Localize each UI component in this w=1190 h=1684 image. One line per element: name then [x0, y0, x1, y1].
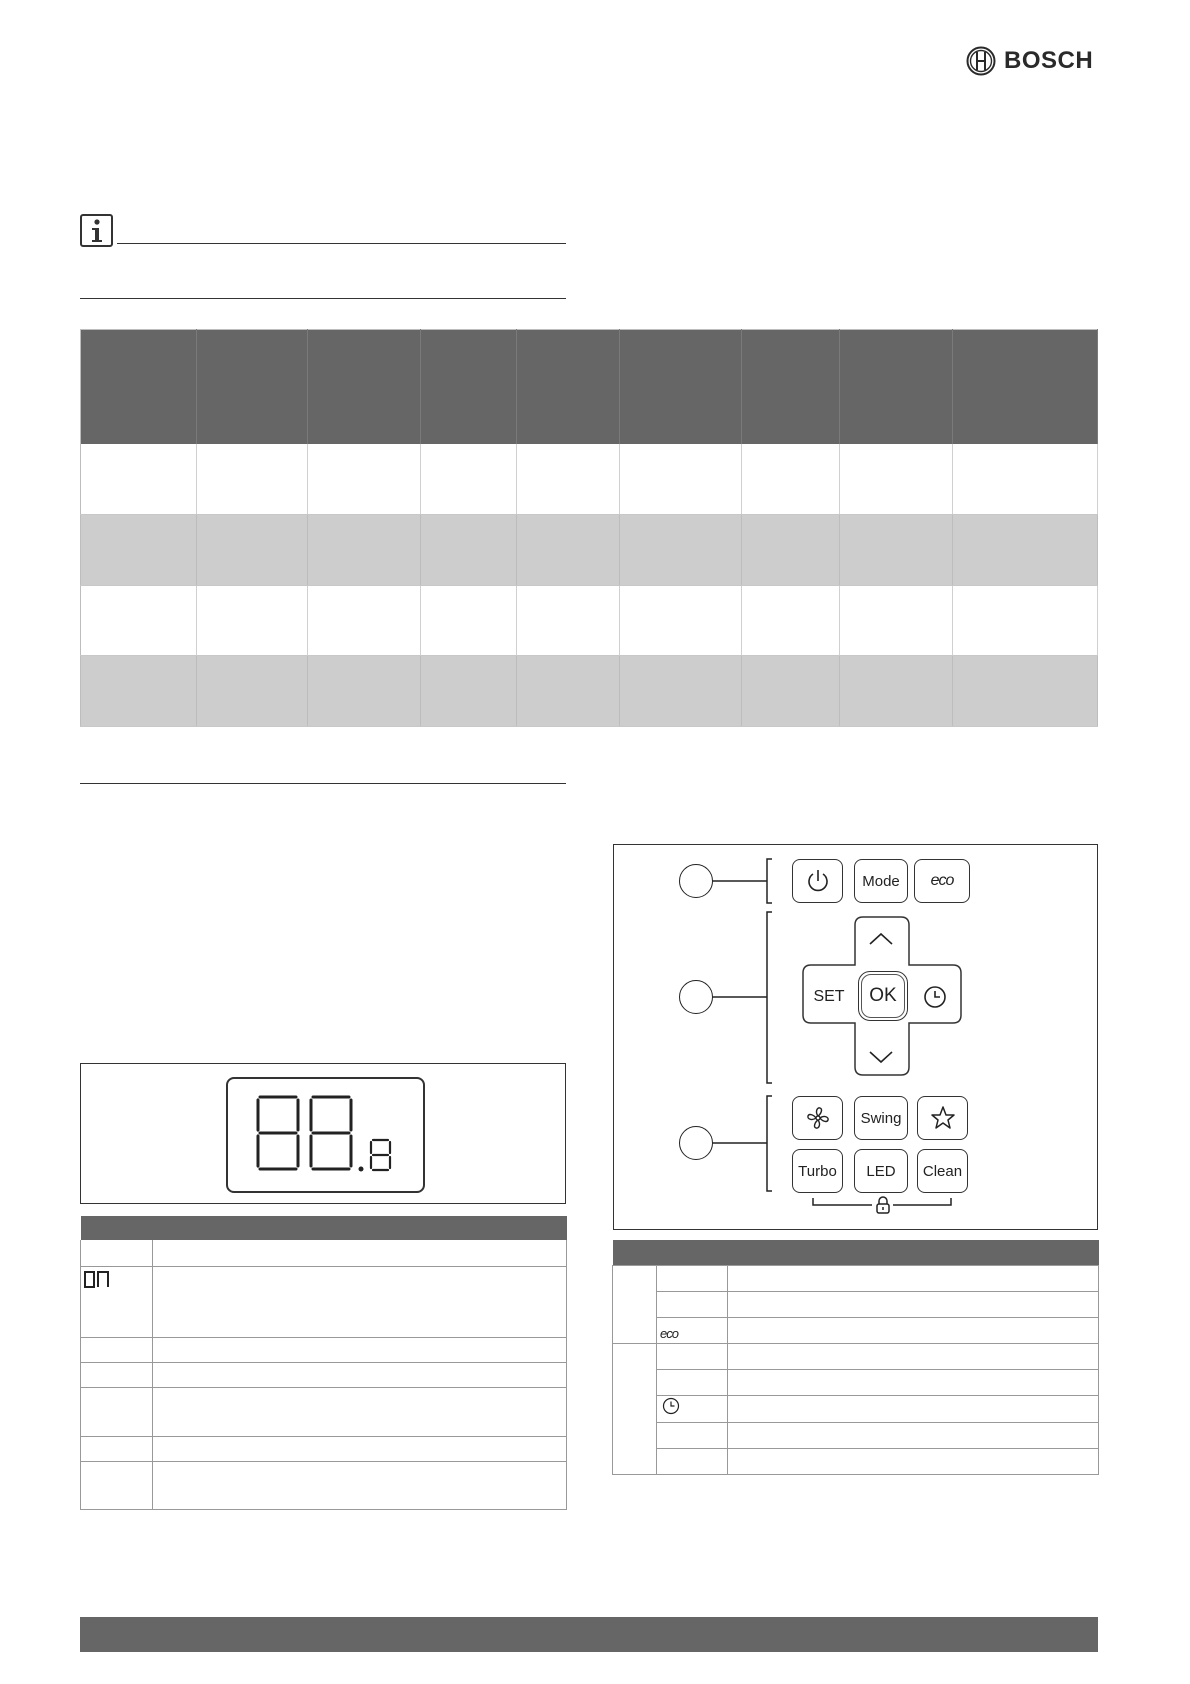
panel-legend-table	[612, 1240, 1099, 1475]
table-row	[81, 1436, 567, 1461]
clean-button[interactable]	[917, 1149, 968, 1193]
header-cell	[197, 330, 308, 444]
timer-button[interactable]	[910, 975, 960, 1019]
down-button[interactable]	[859, 1037, 903, 1077]
header-cell	[308, 330, 421, 444]
seven-segment-readout	[228, 1079, 423, 1191]
header-cell	[840, 330, 953, 444]
table-row	[81, 1362, 567, 1387]
table-row	[613, 1395, 1099, 1422]
section-rule	[80, 298, 566, 299]
chevron-up-icon	[868, 932, 894, 946]
callout-1	[679, 864, 713, 898]
table-row	[81, 656, 1098, 727]
header-cell	[953, 330, 1098, 444]
table-row	[81, 514, 1098, 585]
header-cell	[517, 330, 620, 444]
header-cell	[81, 330, 197, 444]
child-lock-icon	[873, 1195, 893, 1215]
legend-header	[81, 1216, 567, 1240]
control-panel-figure	[613, 844, 1098, 1230]
mode-button[interactable]	[854, 859, 908, 903]
eco-symbol-icon: eco	[660, 1325, 678, 1341]
display-figure	[80, 1063, 566, 1204]
table-row	[81, 1240, 567, 1266]
on-symbol-icon	[84, 1271, 110, 1289]
star-icon	[930, 1105, 956, 1131]
table-row	[613, 1343, 1099, 1369]
table-row	[613, 1369, 1099, 1395]
led-label: LED	[866, 1162, 896, 1180]
eco-icon: eco	[930, 872, 954, 889]
ok-label: OK	[869, 985, 897, 1006]
mode-label: Mode	[862, 872, 900, 890]
table-row	[613, 1448, 1099, 1474]
timer-symbol-icon	[662, 1397, 680, 1415]
table-row	[81, 585, 1098, 656]
favorite-button[interactable]	[917, 1096, 968, 1140]
brand-name: BOSCH	[1004, 47, 1094, 74]
table-row	[613, 1265, 1099, 1291]
bosch-armature-icon	[966, 46, 996, 76]
eco-button[interactable]	[914, 859, 970, 903]
lcd-display	[226, 1077, 425, 1193]
clean-label: Clean	[922, 1162, 963, 1180]
power-button[interactable]	[792, 859, 843, 903]
spec-table-header	[81, 330, 1098, 444]
header-cell	[620, 330, 742, 444]
spec-table	[80, 329, 1098, 727]
table-row	[613, 1317, 1099, 1343]
info-rule	[117, 243, 566, 244]
turbo-label: Turbo	[798, 1162, 837, 1180]
power-icon	[805, 868, 831, 894]
up-button[interactable]	[859, 919, 903, 959]
table-row	[81, 1387, 567, 1436]
display-legend-table	[80, 1216, 567, 1510]
legend-header	[613, 1240, 1099, 1265]
set-button[interactable]	[804, 975, 854, 1019]
bosch-logo	[966, 46, 1093, 76]
footer-bar	[80, 1617, 1098, 1652]
turbo-button[interactable]	[792, 1149, 843, 1193]
callout-2	[679, 980, 713, 1014]
header-cell	[742, 330, 840, 444]
ok-button[interactable]	[858, 971, 908, 1021]
callout-3	[679, 1126, 713, 1160]
swing-button[interactable]	[854, 1096, 908, 1140]
header-cell	[421, 330, 517, 444]
table-row	[81, 1266, 567, 1337]
table-row	[81, 444, 1098, 515]
table-row	[81, 1461, 567, 1509]
table-row	[81, 1337, 567, 1362]
fan-button[interactable]	[792, 1096, 843, 1140]
fan-icon	[805, 1105, 831, 1131]
table-row	[613, 1422, 1099, 1448]
set-label: SET	[813, 988, 845, 1005]
led-button[interactable]	[854, 1149, 908, 1193]
chevron-down-icon	[868, 1050, 894, 1064]
clock-icon	[923, 985, 947, 1009]
swing-label: Swing	[860, 1109, 902, 1127]
section-rule	[80, 783, 566, 784]
table-row	[613, 1291, 1099, 1317]
info-icon	[80, 214, 113, 247]
